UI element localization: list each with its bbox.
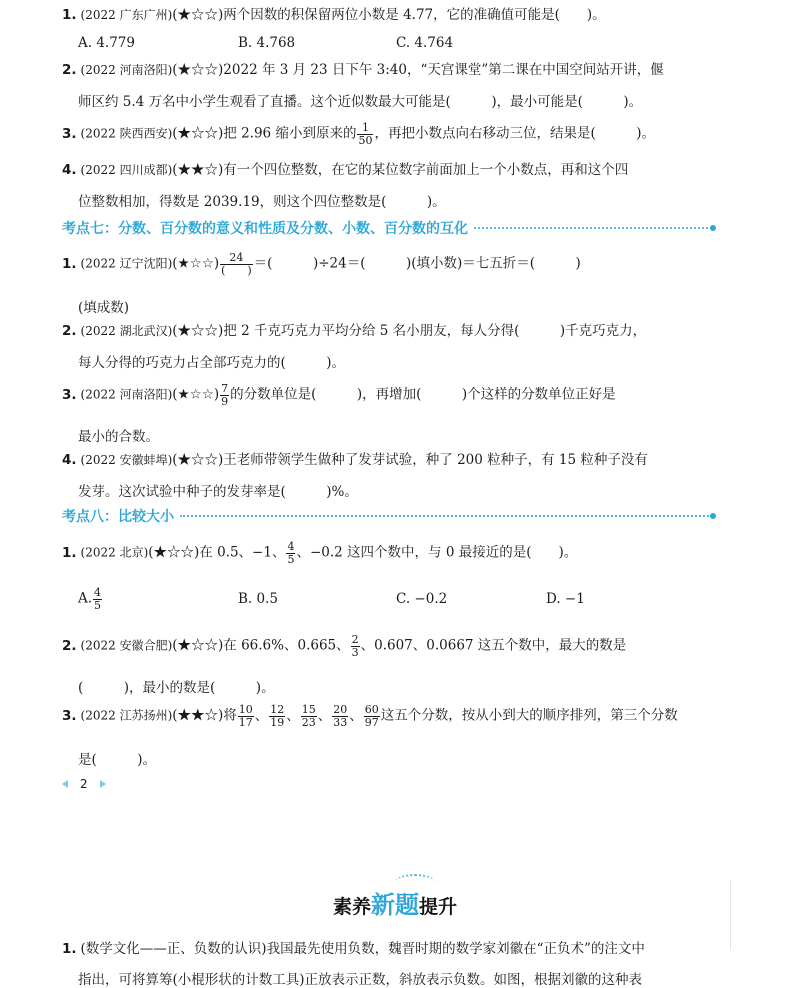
numerator: 12	[270, 703, 285, 716]
fraction	[93, 587, 102, 611]
question-number: 1.	[62, 7, 77, 23]
question-text: 把 2 千克巧克力平均分给 5 名小朋友，每人分得( )千克巧克力，	[223, 323, 647, 339]
title-part: 提升	[419, 896, 458, 918]
question-2	[62, 62, 730, 78]
separator: 、	[349, 707, 363, 724]
next-page-icon[interactable]	[100, 780, 106, 788]
question-source: (2022 陕西西安)	[80, 126, 173, 141]
option-b: B. 0.5	[238, 590, 278, 607]
question-source: (2022 安徽合肥)	[80, 638, 173, 653]
difficulty-stars: (★☆☆)	[172, 125, 224, 142]
numerator: 2	[351, 633, 359, 646]
fraction	[220, 383, 229, 407]
fraction	[357, 122, 373, 146]
question-4-cont: 位整数相加，得数是 2039.19，则这个四位整数是( )。	[78, 194, 446, 210]
question-source: (2022 河南洛阳)	[80, 63, 173, 77]
question-number: 1.	[62, 941, 77, 957]
question-4	[62, 162, 730, 178]
section-title: 考点七：分数、百分数的意义和性质及分数、小数、百分数的互化	[62, 221, 468, 237]
difficulty-stars: (★☆☆)	[172, 386, 220, 403]
question-text: 、−0.2 这四个数中，与 0 最接近的是( )。	[296, 544, 578, 561]
denominator: 17	[238, 715, 253, 729]
question-number: 1.	[62, 544, 77, 561]
option-c: C. 4.764	[396, 35, 454, 51]
s8-question-1	[62, 541, 730, 565]
difficulty-stars: (★☆☆)	[172, 323, 224, 339]
fraction	[269, 704, 285, 728]
s8-question-3	[62, 704, 730, 728]
fraction	[238, 704, 254, 728]
option-b: B. 4.768	[238, 35, 296, 51]
option-a	[78, 587, 238, 611]
fraction-list	[237, 703, 381, 729]
options-row	[78, 587, 585, 611]
s7-question-4-cont: 发芽。这次试验中种子的发芽率是( )%。	[78, 484, 358, 500]
denominator: 5	[94, 598, 102, 612]
fraction	[332, 704, 348, 728]
question-text: 两个因数的积保留两位小数是 4.77，它的准确值可能是( )。	[223, 7, 606, 23]
question-number: 2.	[62, 62, 77, 78]
page-number: 2	[80, 777, 88, 791]
numerator: 4	[94, 586, 102, 599]
title-highlight: 新题	[371, 891, 419, 919]
question-number: 2.	[62, 323, 77, 339]
question-text: 2022 年 3 月 23 日下午 3:40，“天宫课堂”第二课在中国空间站开讲，偃	[223, 62, 664, 78]
question-source: (2022 江苏扬州)	[80, 708, 173, 723]
denominator: 3	[351, 645, 359, 659]
question-3	[62, 122, 730, 146]
question-text: (数学文化——正、负数的认识)我国最先使用负数，魏晋时期的数学家刘徽在“正负术”的注文中	[80, 941, 645, 957]
difficulty-stars: (★☆☆)	[172, 452, 224, 468]
question-number: 4.	[62, 452, 77, 468]
numerator: 20	[333, 703, 348, 716]
s7-question-2	[62, 323, 730, 339]
denominator: 97	[364, 715, 379, 729]
divider-dot	[710, 225, 716, 231]
question-text: 把 2.96 缩小到原来的	[223, 125, 357, 142]
s7-question-3-cont: 最小的合数。	[78, 429, 159, 445]
question-source: (2022 安徽蚌埠)	[80, 453, 173, 467]
s7-question-1	[62, 252, 730, 276]
numerator: 4	[287, 540, 295, 553]
question-number: 3.	[62, 386, 77, 403]
numerator: 1	[361, 121, 369, 134]
question-text: 王老师带领学生做种了发芽试验，种了 200 粒种子，有 15 粒种子没有	[223, 452, 648, 468]
options-row	[78, 35, 453, 51]
numerator: 10	[238, 703, 253, 716]
numerator: 15	[301, 703, 316, 716]
question-source: (2022 河南洛阳)	[80, 387, 173, 402]
question-number: 2.	[62, 637, 77, 654]
fraction	[364, 704, 380, 728]
difficulty-stars: (★☆☆)	[172, 255, 220, 272]
denominator: 19	[270, 715, 285, 729]
difficulty-stars: (★☆☆)	[172, 637, 224, 654]
question-text: 在 66.6%、0.665、	[223, 637, 350, 654]
divider-dot	[710, 513, 716, 519]
fraction	[301, 704, 317, 728]
option-a: A. 4.779	[78, 35, 135, 51]
question-number: 3.	[62, 125, 77, 142]
difficulty-stars: (★☆☆)	[172, 7, 224, 23]
denominator: 5	[287, 552, 295, 566]
separator: 、	[254, 707, 269, 724]
question-number: 4.	[62, 162, 77, 178]
s8-question-2-cont: ( )，最小的数是( )。	[78, 680, 275, 696]
numerator: 7	[221, 382, 229, 395]
section-heading-8	[62, 507, 712, 525]
denominator: 23	[301, 715, 316, 729]
denominator: 50	[358, 133, 373, 147]
s7-question-3	[62, 383, 730, 407]
question-text: 的分数单位是( )，再增加( )个这样的分数单位正好是	[230, 386, 616, 403]
section-title-upgrade	[0, 885, 790, 920]
section-title: 考点八：比较大小	[62, 509, 174, 525]
question-source: (2022 四川成都)	[80, 163, 173, 177]
question-text: 这五个分数，按从小到大的顺序排列，第三个分数	[380, 707, 678, 724]
s7-question-4	[62, 452, 730, 468]
question-source: (2022 广东广州)	[80, 8, 173, 22]
s8-question-2	[62, 634, 730, 658]
difficulty-stars: (★☆☆)	[172, 62, 224, 78]
s7-question-2-cont: 每人分得的巧克力占全部巧克力的( )。	[78, 355, 346, 371]
option-d: D. −1	[546, 590, 585, 607]
denominator: 9	[221, 394, 229, 408]
question-text: 在 0.5、−1、	[199, 544, 286, 561]
difficulty-stars: (★★☆)	[172, 707, 224, 724]
question-text: ，再把小数点向右移动三位，结果是( )。	[374, 125, 655, 142]
difficulty-stars: (★★☆)	[172, 162, 224, 178]
question-number: 3.	[62, 707, 77, 724]
question-text: 有一个四位整数，在它的某位数字前面加上一个小数点，再和这个四	[223, 162, 629, 178]
difficulty-stars: (★☆☆)	[148, 544, 200, 561]
question-number: 1.	[62, 255, 77, 272]
page-navigator	[62, 777, 106, 791]
question-2-cont: 师区约 5.4 万名中小学生观看了直播。这个近似数最大可能是( )，最小可能是( )。	[78, 94, 643, 110]
question-text: 、0.607、0.0667 这五个数中，最大的数是	[360, 637, 627, 654]
fraction	[220, 252, 253, 276]
upgrade-question-1-cont: 指出，可将算筹(小棍形状的计数工具)正放表示正数，斜放表示负数。如图，根据刘徽的这种表	[78, 972, 643, 988]
question-text: ＝( )÷24＝( )(填小数)＝七五折＝( )	[253, 255, 581, 272]
s7-question-1-cont: (填成数)	[78, 300, 130, 316]
option-letter: A.	[78, 590, 93, 607]
section-heading-7	[62, 219, 712, 237]
numerator: 24	[229, 251, 244, 264]
question-source: (2022 辽宁沈阳)	[80, 256, 173, 271]
denominator: ( )	[221, 263, 252, 277]
question-source: (2022 湖北武汉)	[80, 324, 173, 338]
prev-page-icon[interactable]	[62, 780, 68, 788]
separator: 、	[317, 707, 332, 724]
s8-question-3-cont: 是( )。	[78, 752, 157, 768]
upgrade-question-1	[62, 941, 730, 957]
dotted-divider	[474, 227, 712, 229]
question-text: 将	[223, 707, 237, 724]
question-source: (2022 北京)	[80, 545, 149, 560]
question-1	[62, 7, 730, 23]
title-part: 素养	[332, 896, 371, 918]
fraction	[286, 541, 295, 565]
margin-line	[730, 880, 731, 950]
separator: 、	[286, 707, 300, 724]
denominator: 33	[333, 715, 348, 729]
numerator: 60	[364, 703, 379, 716]
fraction	[351, 634, 360, 658]
option-c: C. −0.2	[396, 590, 448, 607]
dotted-divider	[180, 515, 712, 517]
